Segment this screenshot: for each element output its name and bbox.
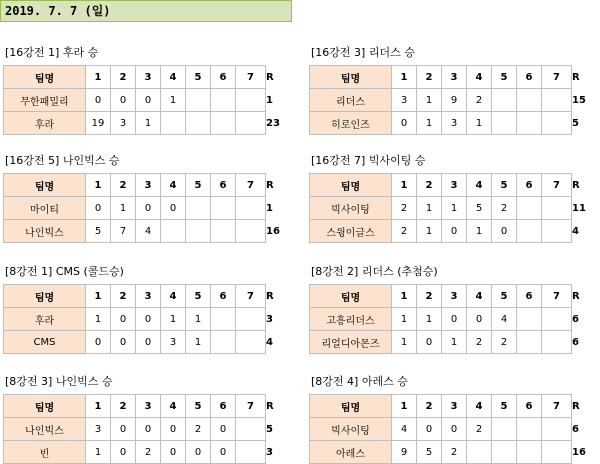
inning-column-header: 3 xyxy=(442,285,467,308)
inning-score xyxy=(161,220,186,243)
inning-score: 2 xyxy=(467,89,492,112)
inning-column-header: 1 xyxy=(392,66,417,89)
inning-score: 0 xyxy=(392,112,417,135)
inning-column-header: 7 xyxy=(542,174,572,197)
scoreboard-table xyxy=(3,173,280,243)
inning-score: 2 xyxy=(492,197,517,220)
inning-score xyxy=(186,220,211,243)
inning-score: 1 xyxy=(136,112,161,135)
inning-column-header: 3 xyxy=(136,66,161,89)
table-row: 스윙이글스 2 1 0 1 0 4 xyxy=(310,220,572,243)
inning-column-header: 7 xyxy=(236,395,266,418)
inning-score: 9 xyxy=(442,89,467,112)
inning-score: 0 xyxy=(161,418,186,441)
inning-score: 0 xyxy=(467,308,492,331)
inning-score: 1 xyxy=(161,89,186,112)
inning-column-header: 7 xyxy=(236,66,266,89)
inning-score: 0 xyxy=(136,89,161,112)
inning-column-header: 2 xyxy=(111,66,136,89)
game-title: [16강전 3] 리더스 승 xyxy=(311,46,415,59)
game-title: [16강전 7] 빅사이팅 승 xyxy=(311,154,426,167)
inning-score xyxy=(542,331,572,354)
inning-score xyxy=(517,331,542,354)
inning-score: 7 xyxy=(111,220,136,243)
inning-score: 3 xyxy=(392,89,417,112)
table-row: 빈 1 0 2 0 0 0 3 xyxy=(4,441,266,464)
inning-score: 1 xyxy=(86,441,111,464)
inning-column-header: 3 xyxy=(136,395,161,418)
inning-score: 1 xyxy=(161,308,186,331)
inning-score: 0 xyxy=(417,331,442,354)
inning-column-header: 7 xyxy=(542,285,572,308)
inning-score: 4 xyxy=(392,418,417,441)
header-row: 팀명 1 2 3 4 5 6 7 R xyxy=(310,395,572,418)
inning-score xyxy=(211,220,236,243)
team-column-header: 팀명 xyxy=(4,174,86,197)
inning-score xyxy=(492,418,517,441)
inning-score xyxy=(492,89,517,112)
inning-column-header: 4 xyxy=(467,66,492,89)
inning-score: 1 xyxy=(186,308,211,331)
team-name: CMS xyxy=(4,331,86,354)
inning-column-header: 6 xyxy=(517,285,542,308)
inning-score: 3 xyxy=(111,112,136,135)
inning-score: 1 xyxy=(186,331,211,354)
inning-column-header: 2 xyxy=(111,395,136,418)
inning-column-header: 7 xyxy=(542,395,572,418)
game-title: [8강전 1] CMS (콜드승) xyxy=(5,265,124,278)
inning-score: 1 xyxy=(417,197,442,220)
scoreboard-table xyxy=(3,284,274,354)
inning-column-header: 6 xyxy=(211,66,236,89)
inning-column-header: 6 xyxy=(517,395,542,418)
inning-score: 5 xyxy=(86,220,111,243)
team-name: 스윙이글스 xyxy=(310,220,392,243)
team-name: 빈 xyxy=(4,441,86,464)
table-row: 아레스 9 5 2 16 xyxy=(310,441,572,464)
inning-score xyxy=(492,112,517,135)
inning-score xyxy=(517,112,542,135)
inning-score: 4 xyxy=(136,220,161,243)
inning-column-header: 2 xyxy=(111,174,136,197)
inning-column-header: 6 xyxy=(517,66,542,89)
table-row: 빅사이팅 4 0 0 2 6 xyxy=(310,418,572,441)
team-name: 빅사이팅 xyxy=(310,418,392,441)
table-row: 나인빅스 5 7 4 16 xyxy=(4,220,266,243)
team-name: 고흥리더스 xyxy=(310,308,392,331)
inning-score: 5 xyxy=(467,197,492,220)
inning-score xyxy=(542,418,572,441)
team-name: 리더스 xyxy=(310,89,392,112)
header-row: 팀명 1 2 3 4 5 6 7 R xyxy=(310,285,572,308)
table-row: 고흥리더스 1 1 0 0 4 6 xyxy=(310,308,572,331)
team-name: 빅사이팅 xyxy=(310,197,392,220)
inning-score xyxy=(517,441,542,464)
inning-score xyxy=(517,418,542,441)
inning-score xyxy=(517,197,542,220)
table-row: 히로인즈 0 1 3 1 5 xyxy=(310,112,572,135)
inning-score: 1 xyxy=(111,197,136,220)
inning-column-header: 1 xyxy=(86,66,111,89)
inning-column-header: 1 xyxy=(392,285,417,308)
header-row: 팀명 1 2 3 4 5 6 7 R xyxy=(4,395,266,418)
inning-score: 9 xyxy=(392,441,417,464)
inning-column-header: 5 xyxy=(186,285,211,308)
inning-column-header: 3 xyxy=(442,395,467,418)
table-row: 나인빅스 3 0 0 0 2 0 5 xyxy=(4,418,266,441)
inning-score xyxy=(211,112,236,135)
inning-score: 0 xyxy=(136,418,161,441)
inning-score xyxy=(542,441,572,464)
inning-score xyxy=(236,112,266,135)
inning-score xyxy=(186,112,211,135)
inning-score: 2 xyxy=(186,418,211,441)
table-row: 무한패밀리 0 0 0 1 1 xyxy=(4,89,266,112)
inning-column-header: 5 xyxy=(492,285,517,308)
table-row: 빅사이팅 2 1 1 5 2 11 xyxy=(310,197,572,220)
inning-score xyxy=(492,441,517,464)
inning-score: 2 xyxy=(492,331,517,354)
inning-score xyxy=(211,331,236,354)
inning-column-header: 5 xyxy=(492,66,517,89)
inning-score: 3 xyxy=(161,331,186,354)
inning-score xyxy=(542,197,572,220)
inning-column-header: 3 xyxy=(136,285,161,308)
inning-score: 1 xyxy=(86,308,111,331)
inning-score: 1 xyxy=(417,308,442,331)
inning-column-header: 4 xyxy=(161,174,186,197)
scoreboard-table xyxy=(309,173,586,243)
inning-column-header: 4 xyxy=(467,285,492,308)
inning-score: 2 xyxy=(392,197,417,220)
team-column-header: 팀명 xyxy=(4,66,86,89)
inning-score: 0 xyxy=(442,220,467,243)
inning-score: 1 xyxy=(417,112,442,135)
inning-column-header: 5 xyxy=(492,174,517,197)
inning-column-header: 5 xyxy=(186,66,211,89)
inning-column-header: 2 xyxy=(417,285,442,308)
inning-column-header: 6 xyxy=(517,174,542,197)
inning-score: 1 xyxy=(417,220,442,243)
header-row: 팀명 1 2 3 4 5 6 7 R xyxy=(4,66,266,89)
header-row: 팀명 1 2 3 4 5 6 7 R xyxy=(310,174,572,197)
inning-score: 0 xyxy=(161,441,186,464)
inning-score xyxy=(211,197,236,220)
team-column-header: 팀명 xyxy=(4,285,86,308)
inning-score: 3 xyxy=(86,418,111,441)
inning-score xyxy=(467,441,492,464)
inning-score xyxy=(517,308,542,331)
inning-column-header: 2 xyxy=(417,174,442,197)
inning-column-header: 4 xyxy=(161,66,186,89)
inning-score xyxy=(236,441,266,464)
inning-column-header: 7 xyxy=(236,285,266,308)
game-title: [8강전 3] 나인빅스 승 xyxy=(5,375,113,388)
inning-score: 0 xyxy=(417,418,442,441)
scoreboard-table xyxy=(309,284,580,354)
inning-score: 1 xyxy=(467,220,492,243)
inning-score: 0 xyxy=(136,331,161,354)
inning-score: 0 xyxy=(86,331,111,354)
inning-score xyxy=(186,197,211,220)
inning-column-header: 1 xyxy=(392,395,417,418)
scoreboard-table xyxy=(309,65,586,135)
inning-score xyxy=(517,220,542,243)
inning-score: 0 xyxy=(111,331,136,354)
inning-score: 0 xyxy=(161,197,186,220)
inning-column-header: 1 xyxy=(86,174,111,197)
team-name: 아레스 xyxy=(310,441,392,464)
inning-score: 1 xyxy=(392,331,417,354)
scoreboard-table xyxy=(3,394,274,464)
inning-column-header: 3 xyxy=(442,66,467,89)
inning-score: 19 xyxy=(86,112,111,135)
inning-column-header: 1 xyxy=(86,395,111,418)
inning-column-header: 3 xyxy=(442,174,467,197)
inning-score xyxy=(542,89,572,112)
inning-score: 4 xyxy=(492,308,517,331)
inning-score: 3 xyxy=(442,112,467,135)
table-row: 마이티 0 1 0 0 1 xyxy=(4,197,266,220)
table-row: 리얼디아몬즈 1 0 1 2 2 6 xyxy=(310,331,572,354)
inning-column-header: 4 xyxy=(467,395,492,418)
game-title: [16강전 5] 나인빅스 승 xyxy=(5,154,120,167)
inning-score: 0 xyxy=(111,89,136,112)
inning-score: 1 xyxy=(392,308,417,331)
game-title: [8강전 4] 아레스 승 xyxy=(311,375,408,388)
inning-score: 0 xyxy=(86,89,111,112)
inning-column-header: 1 xyxy=(86,285,111,308)
inning-score: 0 xyxy=(211,441,236,464)
inning-score: 0 xyxy=(442,308,467,331)
inning-score: 0 xyxy=(136,197,161,220)
inning-score xyxy=(236,308,266,331)
inning-score xyxy=(236,331,266,354)
inning-score: 2 xyxy=(136,441,161,464)
inning-column-header: 7 xyxy=(236,174,266,197)
team-name: 후라 xyxy=(4,308,86,331)
inning-score: 0 xyxy=(111,308,136,331)
inning-column-header: 2 xyxy=(417,395,442,418)
inning-column-header: 4 xyxy=(161,395,186,418)
team-name: 마이티 xyxy=(4,197,86,220)
game-title: [8강전 2] 리더스 (추첨승) xyxy=(311,265,438,278)
header-row: 팀명 1 2 3 4 5 6 7 R xyxy=(4,174,266,197)
inning-column-header: 2 xyxy=(111,285,136,308)
team-column-header: 팀명 xyxy=(310,285,392,308)
team-name: 나인빅스 xyxy=(4,220,86,243)
inning-column-header: 5 xyxy=(186,174,211,197)
inning-column-header: 5 xyxy=(492,395,517,418)
inning-column-header: 4 xyxy=(467,174,492,197)
inning-column-header: 4 xyxy=(161,285,186,308)
inning-score: 1 xyxy=(467,112,492,135)
inning-score: 1 xyxy=(442,197,467,220)
table-row: 후라 19 3 1 23 xyxy=(4,112,266,135)
inning-score xyxy=(542,308,572,331)
inning-column-header: 6 xyxy=(211,285,236,308)
inning-score xyxy=(211,308,236,331)
inning-score: 2 xyxy=(467,418,492,441)
inning-score: 0 xyxy=(86,197,111,220)
inning-column-header: 6 xyxy=(211,174,236,197)
inning-score: 2 xyxy=(442,441,467,464)
inning-score xyxy=(236,197,266,220)
header-row: 팀명 1 2 3 4 5 6 7 R xyxy=(310,66,572,89)
inning-score: 5 xyxy=(417,441,442,464)
inning-column-header: 3 xyxy=(136,174,161,197)
inning-score xyxy=(236,418,266,441)
team-column-header: 팀명 xyxy=(4,395,86,418)
inning-column-header: 1 xyxy=(392,174,417,197)
table-row: CMS 0 0 0 3 1 4 xyxy=(4,331,266,354)
inning-score: 0 xyxy=(136,308,161,331)
scoreboard-table xyxy=(3,65,280,135)
game-title: [16강전 1] 후라 승 xyxy=(5,46,99,59)
inning-column-header: 6 xyxy=(211,395,236,418)
inning-score: 2 xyxy=(467,331,492,354)
inning-score: 1 xyxy=(417,89,442,112)
inning-score xyxy=(236,220,266,243)
header-row: 팀명 1 2 3 4 5 6 7 R xyxy=(4,285,266,308)
inning-score: 0 xyxy=(492,220,517,243)
inning-score: 2 xyxy=(392,220,417,243)
team-column-header: 팀명 xyxy=(310,174,392,197)
inning-score xyxy=(236,89,266,112)
team-name: 리얼디아몬즈 xyxy=(310,331,392,354)
inning-score: 0 xyxy=(111,418,136,441)
team-name: 히로인즈 xyxy=(310,112,392,135)
team-column-header: 팀명 xyxy=(310,66,392,89)
table-row: 후라 1 0 0 1 1 3 xyxy=(4,308,266,331)
inning-score: 0 xyxy=(186,441,211,464)
team-name: 후라 xyxy=(4,112,86,135)
table-row: 리더스 3 1 9 2 15 xyxy=(310,89,572,112)
inning-score xyxy=(186,89,211,112)
scoreboard-table xyxy=(309,394,586,464)
inning-score xyxy=(211,89,236,112)
inning-score: 0 xyxy=(211,418,236,441)
inning-score xyxy=(517,89,542,112)
inning-column-header: 2 xyxy=(417,66,442,89)
team-column-header: 팀명 xyxy=(310,395,392,418)
inning-column-header: 5 xyxy=(186,395,211,418)
inning-score xyxy=(542,220,572,243)
inning-score xyxy=(542,112,572,135)
team-name: 나인빅스 xyxy=(4,418,86,441)
team-name: 무한패밀리 xyxy=(4,89,86,112)
inning-score: 1 xyxy=(442,331,467,354)
inning-score: 0 xyxy=(442,418,467,441)
inning-column-header: 7 xyxy=(542,66,572,89)
inning-score xyxy=(161,112,186,135)
date-header: 2019. 7. 7 (일) xyxy=(0,0,292,22)
inning-score: 0 xyxy=(111,441,136,464)
